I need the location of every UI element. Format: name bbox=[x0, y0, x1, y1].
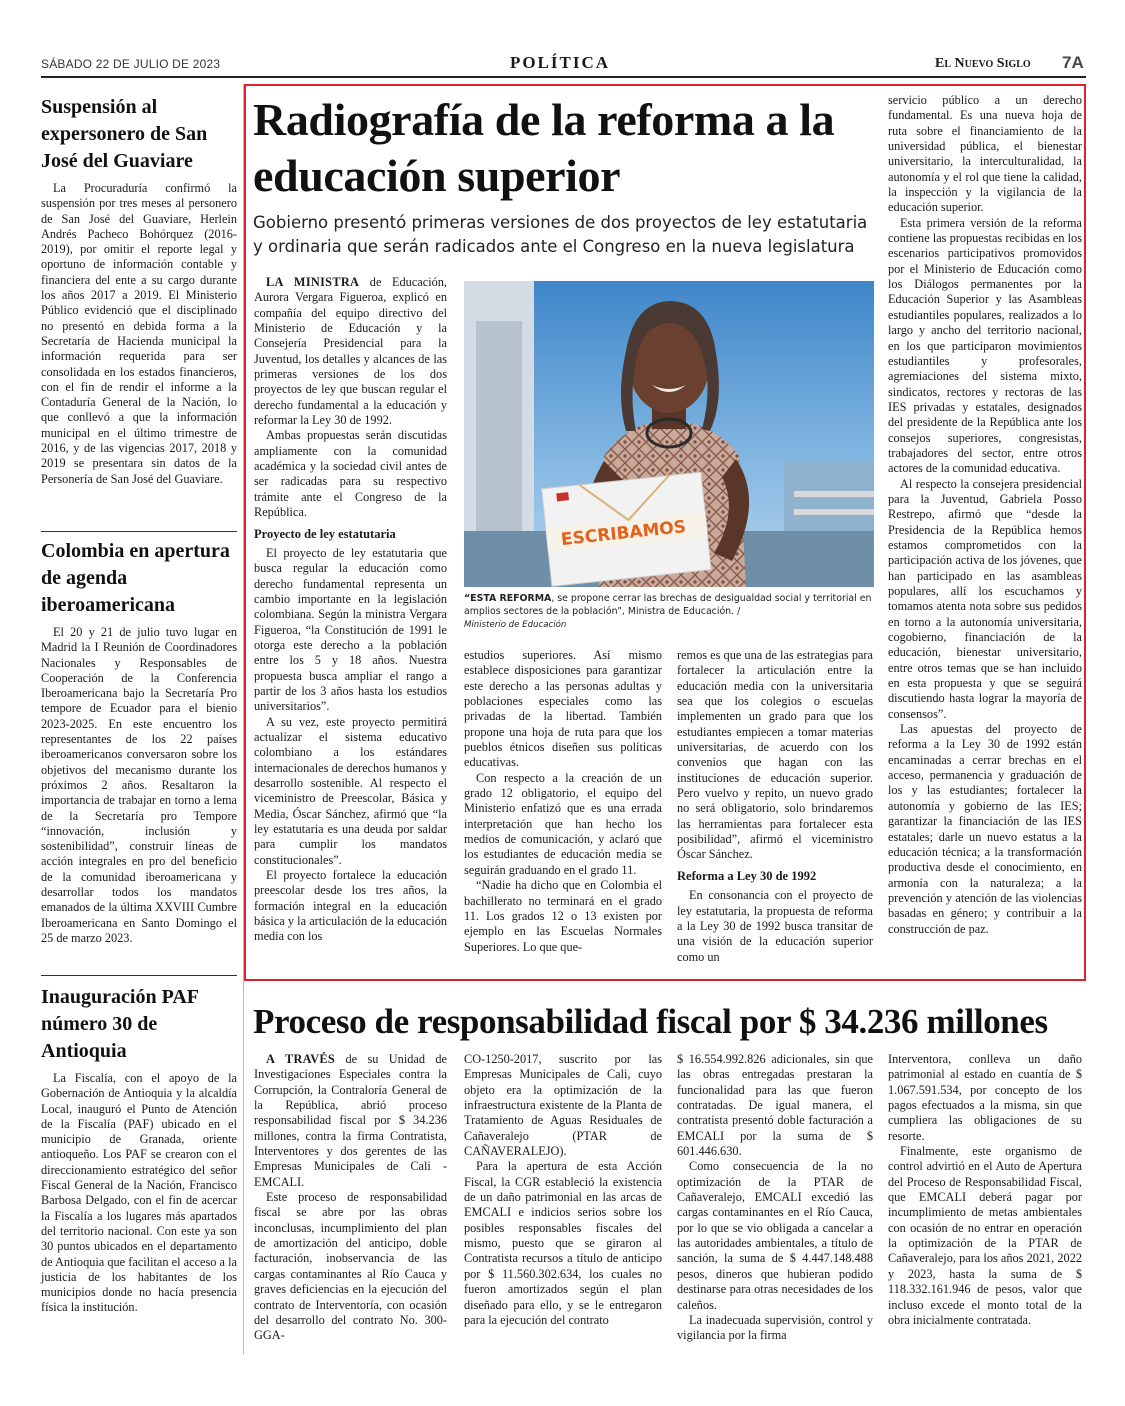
sidebar-story-suspension bbox=[41, 94, 237, 487]
fiscal-headline: Proceso de responsabilidad fiscal por $ 34.236 millones bbox=[253, 1002, 1048, 1041]
paragraph: Ambas propuestas serán discutidas ampliamente con la comunidad académica y la sociedad civil antes de ser radicadas para su respectivo trámite ante el Congreso de la República. bbox=[254, 428, 447, 520]
feature-column-3 bbox=[677, 648, 873, 965]
lead-text: de su Unidad de Investigaciones Especiales contra la Corrupción, la Contraloría General de la República, abrió proceso responsabilidad fiscal por $ 34.236 millones, contra la firma Contratista, Interventores y dos gerentes de las Empresas Municipales de Cali - EMCALI. bbox=[254, 1052, 447, 1189]
lead-text: de Educación, Aurora Vergara Figueroa, explicó en compañía del equipo directivo del Ministerio de Educación y la Consejería Presidencial para la Juventud, los detalles y alcances de las primeras versiones de los dos proyectos de ley que buscan regular el derecho fundamental a la educación y reformar la Ley 30 de 1992. bbox=[254, 275, 447, 428]
paragraph: CO-1250-2017, suscrito por las Empresas Municipales de Cali, cuyo objeto era la optimización de la infraestructura existente de la Planta de Tratamiento de Aguas Residuales de Cañaveralejo (PTAR de CAÑAVERALEJO). bbox=[464, 1052, 662, 1159]
minister-photo bbox=[464, 281, 874, 587]
paragraph: $ 16.554.992.826 adicionales, sin que las obras entregadas prestaran la funcionalidad para las que fueron contratadas. De igual manera, el contratista presentó doble facturación a EMCALI por la suma de $ 601.446.630. bbox=[677, 1052, 873, 1159]
paragraph: El proyecto fortalece la educación preescolar desde los tres años, la formación integral en la educación básica y la articulación de la educación media con los bbox=[254, 868, 447, 944]
paragraph: El proyecto de ley estatutaria que busca regular la educación como derecho fundamental representa un cambio importante en la legislación colombiana. Según la ministra Vergara Figueroa, “la Constitución de 1991 le otorga este derecho a la población entre los 5 y 18 años. Nuestra propuesta busca ampliar el rango a partir de los 3 años hasta los estudios universitarios”. bbox=[254, 545, 447, 714]
paragraph: En consonancia con el proyecto de ley estatutaria, la propuesta de reforma a la Ley 30 de 1992 busca transitar de una visión de la educación superior como un bbox=[677, 888, 873, 964]
lead-caps: A TRAVÉS bbox=[266, 1052, 336, 1066]
paragraph: Al respecto la consejera presidencial para la Juventud, Gabriela Posso Restrepo, afirmó que “desde la Presidencia de la República hemos estamos comprometidos con la participación activa de los jóvenes, que han participado en las asambleas populares, allí los escuchamos y tomamos atenta nota sobre sus pedidos en torno a la autonomía universitaria, cogobierno, financiación de la educación, bienestar universitario, entre otros temas que se han incluido en esta propuesta y que se seguirá discutiendo hasta lograr la mayoría de consensos”. bbox=[888, 476, 1082, 721]
fiscal-column-2 bbox=[464, 1052, 662, 1328]
feature-column-1 bbox=[254, 275, 447, 945]
sidebar-headline: Inauguración PAF número 30 de Antioquia bbox=[41, 986, 199, 1062]
sidebar-paragraph: La Procuraduría confirmó la suspensión por tres meses al personero de San José del Guaviare, Herlein Andrés Pacheco Bohórquez (2016-2019), por omitir el reporte legal y oportuno de información contable y financiera del ente a su cargo durante los años 2017 a 2019. El Ministerio Público evidenció que el disciplinado no presentó en debida forma a la Secretaría de Hacienda municipal la información requerida para ser consolidada en los estados financieros, con el fin de rendir el informe a la Contaduría General de la Nación, lo que conllevó a que la información municipal en el último trimestre de 2016, y de las vigencias 2017, 2018 y 2019 se presentara sin datos de la Personería de San José del Guaviare. bbox=[41, 181, 237, 486]
fiscal-column-1 bbox=[254, 1052, 447, 1344]
photo-caption bbox=[464, 592, 874, 632]
sidebar-divider bbox=[41, 975, 237, 976]
feature-column-4 bbox=[888, 93, 1082, 937]
paragraph: Esta primera versión de la reforma contiene las propuestas recibidas en los escenarios participativos promovidos por el Ministerio de Educación como los Diálogos permanentes por la Educación Superior y las Asambleas estudiantiles populares, realizados a lo largo y ancho del territorio nacional, en los que participaron movimientos estudiantiles y profesorales, agremiaciones del sistema mixto, sindicatos, rectores y rectoras de las IES privadas y estatales, designados del presidente de la República ante los consejos superiores, congresistas, trabajadores del sector, entre otros actores de la comunidad educativa. bbox=[888, 215, 1082, 476]
sidebar-story-paf bbox=[41, 984, 237, 1316]
fiscal-column-4 bbox=[888, 1052, 1082, 1328]
paragraph: Con respecto a la creación de un grado 12 obligatorio, el equipo del Ministerio enfatizó que es una errada interpretación que han hecho los medios de comunicación, y aclaró que los estudiantes de educación media se seguirán graduando en el grado 11. bbox=[464, 770, 662, 877]
sidebar-body bbox=[41, 625, 237, 946]
header-rule bbox=[41, 76, 1086, 78]
subheading: Reforma a Ley 30 de 1992 bbox=[677, 868, 817, 883]
sidebar-headline: Colombia en apertura de agenda iberoamericana bbox=[41, 540, 230, 616]
paragraph: Interventora, conlleva un daño patrimonial al estado en cuantía de $ 1.067.591.534, por concepto de los pagos efectuados a la misma, sin que cumpliera las obligaciones de su resorte. bbox=[888, 1052, 1082, 1143]
paragraph: estudios superiores. Así mismo establece disposiciones para garantizar este derecho a las personas adultas y poblaciones especiales como las privadas de la libertad. También propone una hoja de ruta para que los pueblos étnicos diseñen sus políticas educativas. bbox=[464, 648, 662, 770]
subheading: Proyecto de ley estatutaria bbox=[254, 526, 396, 541]
issue-date: SÁBADO 22 DE JULIO DE 2023 bbox=[41, 57, 221, 71]
caption-text: , se propone cerrar las brechas de desigualdad social y territorial en amplios sectores de la población”, Ministra de Educación. / bbox=[464, 593, 872, 617]
newspaper-name: El Nuevo Siglo bbox=[935, 56, 1031, 71]
fiscal-column-3 bbox=[677, 1052, 873, 1344]
feature-subheadline: Gobierno presentó primeras versiones de dos proyectos de ley estatutaria y ordinaria que serán radicados ante el Congreso en la nueva legislatura bbox=[253, 213, 868, 256]
paragraph: Las apuestas del proyecto de reforma a la Ley 30 de 1992 están encaminadas a cerrar brechas en el acceso, permanencia y graduación de los y las estudiantes; fortalecer la autonomía y gobierno de las IES; garantizar la financiación de las IES estatales; darle un nuevo estatus a la educación técnica; a la transformación productiva desde el conocimiento, en armonía con la naturaleza; a la prevención y atención de las violencias basadas en género; y contribuir a la construcción de paz. bbox=[888, 722, 1082, 936]
paragraph: remos es que una de las estrategias para fortalecer la articulación entre la educación media con la universitaria sea que los colegios o escuelas implementen un grado para que los estudiantes empiecen a tomar materias universitarias, de acuerdo con los convenios que hagan con las instituciones de educación superior. Pero vuelvo y repito, un nuevo grado no será obligatorio, solo brindaremos las herramientas para fortalecer esta posibilidad”, afirmó el viceministro Óscar Sánchez. bbox=[677, 648, 873, 862]
paragraph: Como consecuencia de la no optimización de la PTAR de Cañaveralejo, EMCALI excedió las cargas contaminantes en el Río Cauca, por lo que se vio obligada a cancelar a las autoridades ambientales, a título de sanción, la suma de $ 4.447.148.488 pesos, dineros que hubieran podido destinarse para otras necesidades de los caleños. bbox=[677, 1159, 873, 1312]
paragraph: servicio público a un derecho fundamental. Es una nueva hoja de ruta sobre el financiamiento de la universidad pública, el bienestar universitario, la interculturalidad, la autonomía y el rol que tiene la calidad, la inspección y la vigilancia de la educación superior. bbox=[888, 93, 1082, 215]
sidebar-paragraph: El 20 y 21 de julio tuvo lugar en Madrid la I Reunión de Coordinadores Nacionales y Responsables de Cooperación de la Conferencia Iberoamericana bajo la Secretaría Pro tempore de Ecuador para el bienio 2023-2025. En este encuentro los representantes de los 22 países iberoamericanos conversaron sobre los objetivos del mecanismo durante los próximos 2 años. Resaltaron la importancia de trabajar en torno a lema de la Secretaría pro Tempore “innovación, inclusión y sostenibilidad”, construir líneas de acción integrales en pro del beneficio de la comunidad iberoamericana y desarrollar todos los mandatos emanados de la última XXVIII Cumbre Iberoamericana en Santo Domingo el 25 de marzo 2023. bbox=[41, 625, 237, 945]
caption-credit: Ministerio de Educación bbox=[464, 620, 567, 630]
paragraph: La inadecuada supervisión, control y vigilancia por la firma bbox=[677, 1312, 873, 1343]
paragraph: A su vez, este proyecto permitirá actualizar el sistema educativo colombiano a los estándares internacionales de derechos humanos y desarrollo sostenible. Al respecto el viceministro de Preescolar, Básica y Media, Óscar Sánchez, afirmó que “la ley estatutaria es una deuda por saldar para cumplir los mandatos constitucionales”. bbox=[254, 714, 447, 867]
sidebar-headline: Suspensión al expersonero de San José del Guaviare bbox=[41, 96, 208, 172]
photo-box-label: ESCRIBAMOS bbox=[560, 517, 688, 551]
feature-column-2 bbox=[464, 648, 662, 955]
caption-lead: “ESTA REFORMA bbox=[464, 593, 552, 604]
paragraph: “Nadie ha dicho que en Colombia el bachillerato no terminará en el grado 11. Los grados 12 o 13 existen por ejemplo en las Escuelas Normales Superiores. Lo que que- bbox=[464, 878, 662, 954]
sidebar-paragraph: La Fiscalía, con el apoyo de la Gobernación de Antioquia y la alcaldía Local, inauguró el Punto de Atención de la Fiscalía (PAF) ubicado en el municipio de Granada, oriente antioqueño. Los PAF se crearon con el direccionamiento estratégico del señor Fiscal General de la Nación, Francisco Barbosa Delgado, con el fin de acercar la Fiscalía a los lugares más apartados del territorio nacional. Con este ya son 30 puntos ubicados en el departamento de Antioquia que facilitan el acceso a la justicia de los habitantes de los municipios donde no hacía presencia física la institución. bbox=[41, 1071, 237, 1315]
lead-caps: LA MINISTRA bbox=[266, 275, 360, 289]
page-number: 7A bbox=[1062, 53, 1084, 72]
paragraph: Este proceso de responsabilidad fiscal se abre por las obras inconclusas, incumplimiento del plan de amortización del anticipo, doble facturación, inobservancia de las cargas contaminantes al Río Cauca y graves deficiencias en la ejecución del contrato de Interventoría, con ocasión del desarrollo del contrato No. 300-GGA- bbox=[254, 1190, 447, 1343]
photo-illustration bbox=[464, 281, 874, 587]
paragraph: Para la apertura de esta Acción Fiscal, la CGR estableció la existencia de un daño patrimonial en las arcas de EMCALI e indicios serios sobre los posibles responsables fiscales del mismo, puesto que se giraron al Contratista recursos a título de anticipo por $ 11.560.302.634, los cuales no fueron amortizados según el plan diseñado para ello, y se le entregaron para la ejecución del contrato bbox=[464, 1159, 662, 1327]
paragraph: Finalmente, este organismo de control advirtió en el Auto de Apertura del Proceso de Responsabilidad Fiscal, que EMCALI deberá pagar por incumplimiento de metas ambientales con ocasión de no entrar en operación la optimización de la PTAR de Cañaveralejo, para los años 2021, 2022 y 2023, hasta la suma de $ 118.332.161.946 de pesos, valor que incluso excede el monto total de la obra inicialmente contratada. bbox=[888, 1144, 1082, 1327]
sidebar-body bbox=[41, 1071, 237, 1316]
sidebar-divider bbox=[41, 531, 237, 532]
sidebar-story-colombia bbox=[41, 538, 237, 946]
feature-headline: Radiografía de la reforma a la educación superior bbox=[253, 94, 835, 201]
section-title: POLÍTICA bbox=[509, 53, 611, 72]
sidebar-body bbox=[41, 181, 237, 487]
